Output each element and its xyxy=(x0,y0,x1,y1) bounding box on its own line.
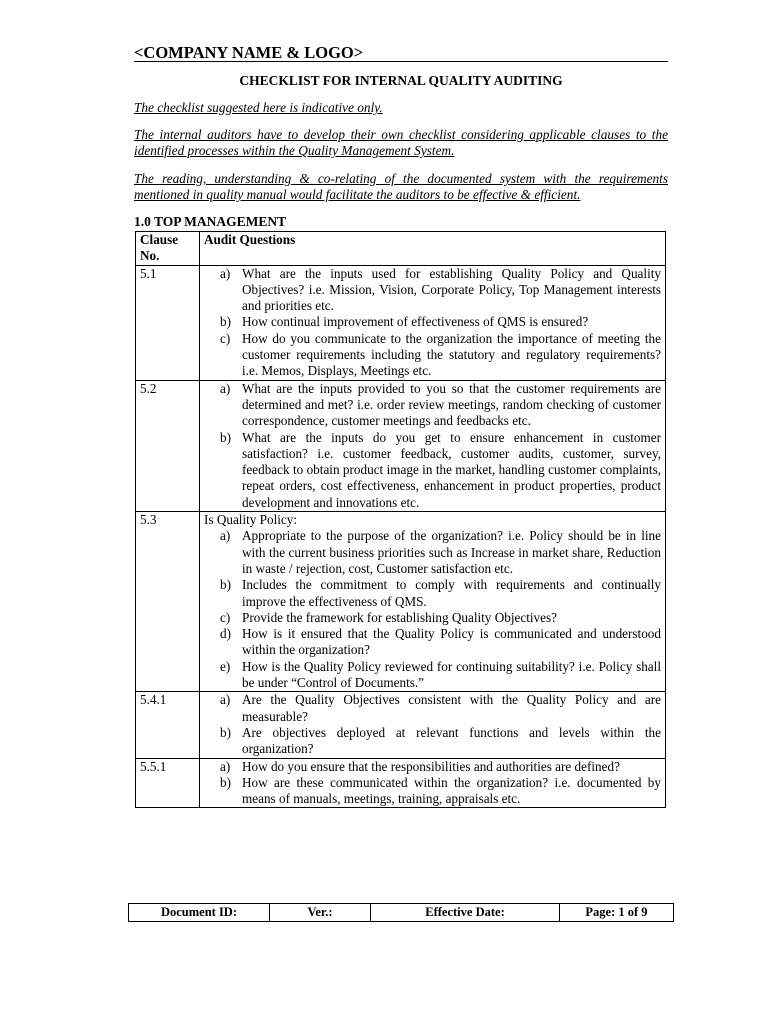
question-letter: c) xyxy=(220,609,231,625)
question-letter: a) xyxy=(220,265,231,281)
table-row xyxy=(136,380,666,511)
footer-page-number: Page: 1 of 9 xyxy=(560,904,674,922)
question-item xyxy=(204,692,661,725)
audit-questions-cell xyxy=(200,380,666,511)
question-letter: e) xyxy=(220,658,231,674)
question-item xyxy=(204,314,661,330)
question-item xyxy=(204,725,661,758)
question-text: How are these communicated within the organization? i.e. documented by means of manuals, meetings, training, appraisals etc. xyxy=(242,774,661,807)
column-header-questions: Audit Questions xyxy=(200,232,666,266)
table-row xyxy=(136,692,666,758)
clause-number: 5.4.1 xyxy=(136,692,200,758)
audit-questions-cell xyxy=(200,512,666,692)
question-text: What are the inputs provided to you so that the customer requirements are determined and met? i.e. order review meetings, random checking of customer correspondence, customer meetings and feedbacks etc. xyxy=(242,380,661,429)
table-header-row xyxy=(136,232,666,266)
note-develop-checklist: The internal auditors have to develop their own checklist considering applicable clauses to the identified processes within the Quality Management System. xyxy=(134,127,668,158)
question-item xyxy=(204,659,661,692)
clause-number: 5.2 xyxy=(136,380,200,511)
question-intro: Is Quality Policy: xyxy=(204,512,298,528)
question-text: How is the Quality Policy reviewed for continuing suitability? i.e. Policy shall be under “Control of Documents.” xyxy=(242,658,661,691)
audit-questions-cell xyxy=(200,265,666,380)
table-row xyxy=(136,265,666,380)
question-item xyxy=(204,266,661,315)
question-text: How is it ensured that the Quality Policy is communicated and understood within the organization? xyxy=(242,626,661,658)
question-item xyxy=(204,430,661,511)
company-name-logo: <COMPANY NAME & LOGO> xyxy=(134,44,668,62)
question-letter: a) xyxy=(220,692,231,708)
question-text: Are objectives deployed at relevant functions and levels within the organization? xyxy=(242,724,661,757)
question-item xyxy=(204,528,661,577)
question-list xyxy=(204,692,661,757)
question-letter: b) xyxy=(220,774,231,790)
question-text: What are the inputs do you get to ensure enhancement in customer satisfaction? i.e. customer feedback, customer audits, customer, survey, feedback to obtain product image in the market, handling customer complaints, repeat orders, cost effectiveness, enhancement in product properties, product development and innovations etc. xyxy=(242,429,661,510)
question-text: How do you ensure that the responsibilities and authorities are defined? xyxy=(242,758,620,774)
question-letter: d) xyxy=(220,626,231,642)
question-letter: c) xyxy=(220,330,231,346)
question-text: What are the inputs used for establishing Quality Policy and Quality Objectives? i.e. Mission, Vision, Corporate Policy, Top Management interests and priorities etc. xyxy=(242,265,661,314)
question-item xyxy=(204,775,661,808)
document-title: CHECKLIST FOR INTERNAL QUALITY AUDITING xyxy=(239,73,563,88)
question-item xyxy=(204,381,661,430)
question-letter: a) xyxy=(220,758,231,774)
question-item xyxy=(204,610,661,626)
question-letter: b) xyxy=(220,429,231,445)
audit-questions-cell xyxy=(200,692,666,758)
section-heading: 1.0 TOP MANAGEMENT xyxy=(134,214,287,229)
question-text: Appropriate to the purpose of the organization? i.e. Policy should be in line with the current business priorities such as Increase in market share, Reduction in waste / rejection, cost, Customer satisfaction etc. xyxy=(242,528,661,576)
clause-number: 5.3 xyxy=(136,512,200,692)
question-letter: a) xyxy=(220,380,231,396)
audit-checklist-table xyxy=(135,231,666,808)
question-list xyxy=(204,759,661,808)
table-body xyxy=(136,265,666,808)
question-list xyxy=(204,381,661,511)
question-text: Provide the framework for establishing Quality Objectives? xyxy=(242,609,557,625)
question-letter: a) xyxy=(220,528,231,544)
question-text: How do you communicate to the organization the importance of meeting the customer requirements including the statutory and regulatory requirements? i.e. Memos, Displays, Meetings etc. xyxy=(242,330,661,379)
table-row xyxy=(136,512,666,692)
footer-version: Ver.: xyxy=(270,904,371,922)
question-item xyxy=(204,626,661,659)
clause-number: 5.1 xyxy=(136,265,200,380)
note-reading-understanding: The reading, understanding & co-relating of the documented system with the requirements mentioned in quality manual would facilitate the auditors to be effective & efficient. xyxy=(134,171,668,202)
question-text: Are the Quality Objectives consistent with the Quality Policy and are measurable? xyxy=(242,692,661,724)
question-item xyxy=(204,577,661,610)
footer-effective-date: Effective Date: xyxy=(371,904,560,922)
document-footer xyxy=(128,903,674,922)
question-item xyxy=(204,759,661,775)
question-text: How continual improvement of effectiveness of QMS is ensured? xyxy=(242,314,589,330)
footer-document-id: Document ID: xyxy=(129,904,270,922)
question-letter: b) xyxy=(220,314,231,330)
question-item xyxy=(204,331,661,380)
question-text: Includes the commitment to comply with requirements and continually improve the effectiveness of QMS. xyxy=(242,577,661,609)
question-letter: b) xyxy=(220,577,231,593)
clause-number: 5.5.1 xyxy=(136,758,200,808)
question-list xyxy=(204,528,661,691)
question-list xyxy=(204,266,661,380)
question-letter: b) xyxy=(220,724,231,740)
note-indicative: The checklist suggested here is indicative only. xyxy=(134,100,383,115)
audit-questions-cell xyxy=(200,758,666,808)
column-header-clause: Clause No. xyxy=(136,232,200,266)
table-row xyxy=(136,758,666,808)
